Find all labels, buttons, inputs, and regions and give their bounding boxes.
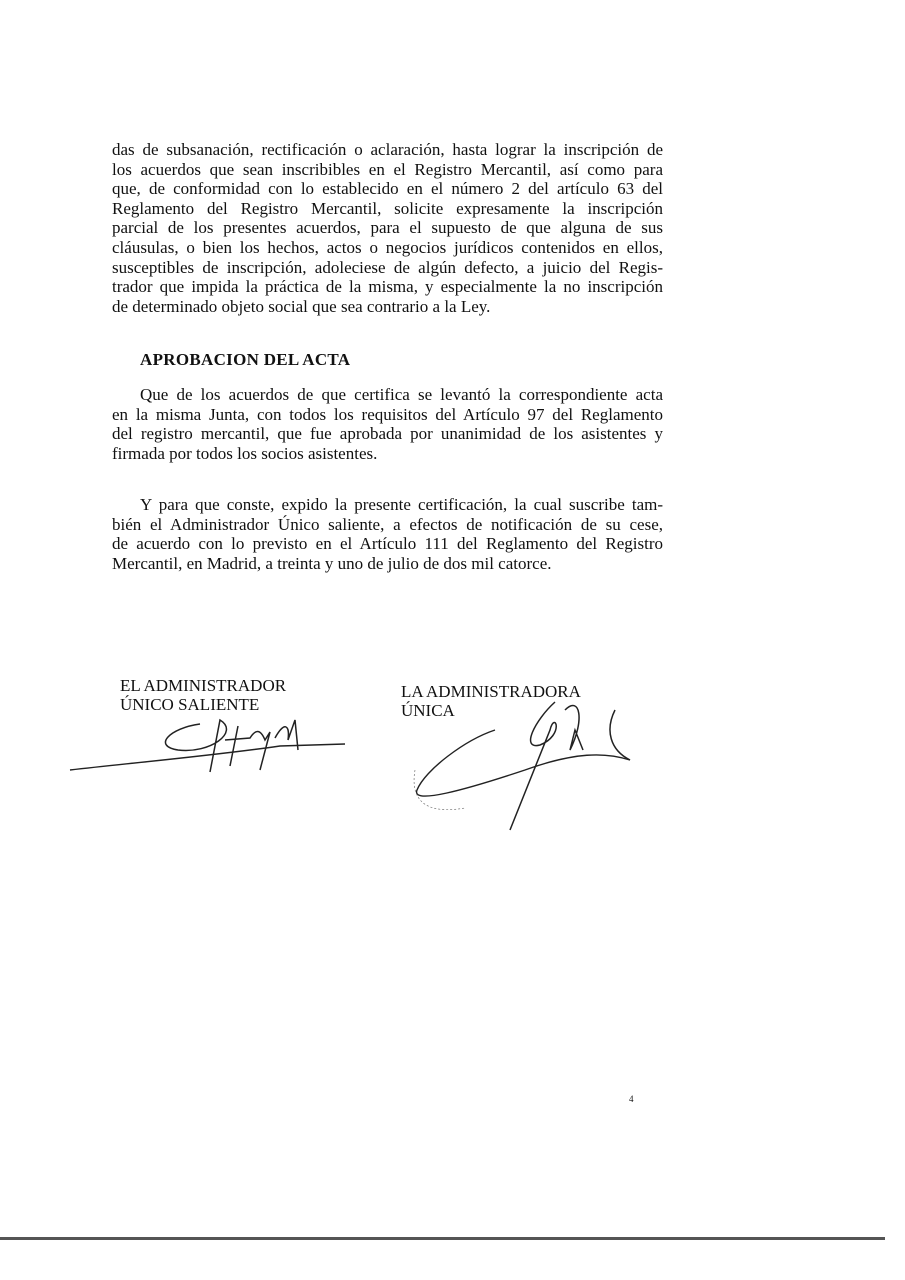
text-line: Y para que conste, expido la presente certificación, la cual suscribe tam- (140, 495, 663, 514)
signature-right (405, 690, 645, 840)
text-line: parcial de los presentes acuerdos, para el supuesto de que alguna de sus (112, 218, 663, 238)
text-line: que, de conformidad con lo establecido en el número 2 del artículo 63 del (112, 179, 663, 199)
signature-left (60, 710, 360, 790)
signature-label-left (120, 676, 286, 714)
paragraph-subsanacion (112, 140, 663, 316)
text-line: Reglamento del Registro Mercantil, solicite expresamente la inscripción (112, 198, 663, 218)
text-line: en la misma Junta, con todos los requisitos del Artículo 97 del Reglamento (112, 404, 663, 424)
text-line: Que de los acuerdos de que certifica se levantó la correspondiente acta (140, 385, 663, 404)
text-line: trador que impida la práctica de la misma, y especialmente la no inscripción (112, 277, 663, 297)
text-line: del registro mercantil, que fue aprobada por unanimidad de los asistentes y (112, 424, 663, 444)
signature-title: EL ADMINISTRADOR (120, 676, 287, 695)
text-line: de acuerdo con lo previsto en el Artículo 111 del Reglamento del Registro (112, 534, 663, 554)
section-heading: APROBACION DEL ACTA (140, 350, 351, 369)
text-line: firmada por todos los socios asistentes. (112, 443, 378, 463)
text-line: los acuerdos que sean inscribibles en el Registro Mercantil, así como para (112, 159, 663, 179)
paragraph-certificacion (112, 495, 663, 573)
text-line: bién el Administrador Único saliente, a efectos de notificación de su cese, (112, 514, 663, 534)
text-line: cláusulas, o bien los hechos, actos o negocios jurídicos contenidos en ellos, (112, 237, 663, 257)
paragraph-aprobacion (112, 385, 663, 463)
text-line: das de subsanación, rectificación o aclaración, hasta lograr la inscripción de (112, 140, 663, 159)
signature-title: LA ADMINISTRADORA (401, 682, 581, 701)
signature-title: ÚNICO SALIENTE (120, 695, 260, 714)
signature-title: ÚNICA (401, 701, 455, 720)
scan-edge-line (0, 1237, 885, 1240)
text-line: susceptibles de inscripción, adoleciese de algún defecto, a juicio del Regis- (112, 257, 663, 277)
text-line: Mercantil, en Madrid, a treinta y uno de julio de dos mil catorce. (112, 553, 552, 573)
page-number: 4 (629, 1094, 634, 1104)
text-line: de determinado objeto social que sea contrario a la Ley. (112, 296, 491, 316)
